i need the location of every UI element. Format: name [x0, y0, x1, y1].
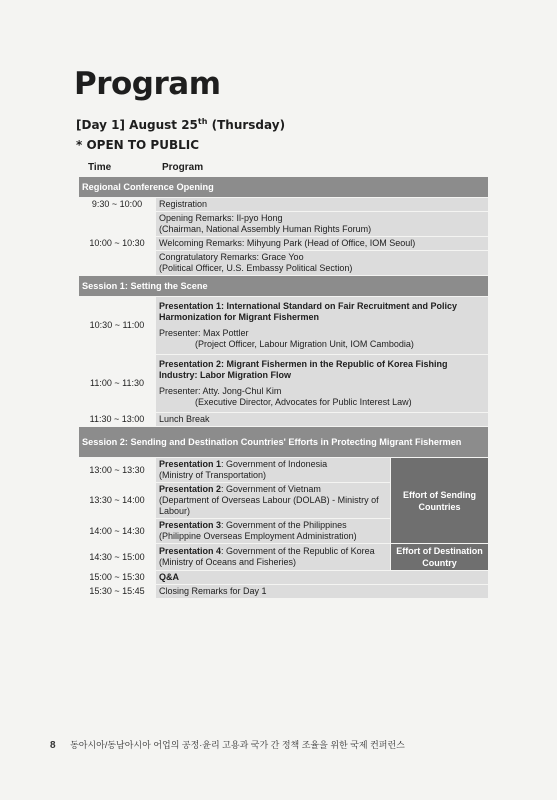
presentation-number: Presentation 1	[159, 459, 222, 469]
presenter: Presenter: Max Pottler	[159, 328, 249, 338]
conference-name: 동아시아/동남아시아 어업의 공정·윤리 고용과 국가 간 정책 조율을 위한 국제 컨퍼런스	[70, 740, 405, 750]
program-cell	[156, 544, 391, 571]
section-header	[79, 427, 489, 458]
program-line: (Ministry of Oceans and Fisheries)	[159, 557, 297, 567]
program-line: Congratulatory Remarks: Grace Yoo	[159, 252, 304, 262]
page-title: Program	[74, 66, 221, 102]
column-header-time: Time	[88, 162, 112, 173]
time-cell: 11:00 ~ 11:30	[79, 355, 156, 413]
program-cell: Registration	[156, 198, 489, 212]
time-cell: 13:30 ~ 14:00	[79, 483, 156, 519]
time-cell: 14:30 ~ 15:00	[79, 544, 156, 571]
column-header-program: Program	[162, 162, 204, 173]
program-cell	[156, 297, 489, 355]
program-schedule-table	[78, 176, 489, 599]
program-line: (Department of Overseas Labour (DOLAB) - Ministry of Labour)	[159, 495, 379, 516]
open-to-public-notice: * OPEN TO PUBLIC	[76, 138, 200, 152]
section-title: Regional Conference Opening	[79, 177, 489, 198]
schedule-row	[79, 544, 489, 571]
program-line: (Chairman, National Assembly Human Rights Forum)	[159, 224, 372, 234]
schedule-row	[79, 585, 489, 599]
page-number: 8	[50, 740, 56, 751]
program-line	[159, 484, 387, 495]
day-heading-weekday: (Thursday)	[207, 118, 286, 132]
program-cell: Lunch Break	[156, 413, 489, 427]
presenter: Presenter: Atty. Jong-Chul Kim	[159, 386, 282, 396]
program-line: (Political Officer, U.S. Embassy Political Section)	[159, 263, 353, 273]
time-cell: 15:00 ~ 15:30	[79, 571, 156, 585]
presentation-number: Presentation 4	[159, 546, 222, 556]
schedule-row	[79, 297, 489, 355]
time-cell: 15:30 ~ 15:45	[79, 585, 156, 599]
program-cell	[156, 355, 489, 413]
program-line	[159, 546, 387, 557]
presentation-number: Presentation 2	[159, 484, 222, 494]
day-heading-date: [Day 1] August 25	[76, 118, 198, 132]
day-heading-sup: th	[197, 117, 208, 126]
program-line: (Ministry of Transportation)	[159, 470, 267, 480]
presenter-affiliation: (Executive Director, Advocates for Public Interest Law)	[195, 397, 412, 407]
effort-of-destination-country: Effort of Destination Country	[391, 544, 489, 571]
time-cell: 10:00 ~ 10:30	[79, 212, 156, 276]
program-cell: Welcoming Remarks: Mihyung Park (Head of Office, IOM Seoul)	[156, 237, 489, 251]
presentation-government: : Government of the Philippines	[221, 520, 347, 530]
presentation-government: : Government of Indonesia	[221, 459, 328, 469]
page-footer	[50, 738, 510, 751]
time-cell: 13:00 ~ 13:30	[79, 458, 156, 483]
schedule-row	[79, 458, 489, 483]
program-cell	[156, 519, 391, 544]
section-header	[79, 276, 489, 297]
section-title: Session 1: Setting the Scene	[79, 276, 489, 297]
schedule-row	[79, 413, 489, 427]
presentation-government: : Government of the Republic of Korea	[221, 546, 375, 556]
time-cell: 9:30 ~ 10:00	[79, 198, 156, 212]
program-line: (Philippine Overseas Employment Administration)	[159, 531, 357, 541]
schedule-row	[79, 198, 489, 212]
program-cell	[156, 212, 489, 237]
program-cell	[156, 458, 391, 483]
section-header	[79, 177, 489, 198]
presentation-government: : Government of Vietnam	[221, 484, 321, 494]
program-line	[159, 520, 387, 531]
presentation-number: Presentation 3	[159, 520, 222, 530]
presentation-title: Presentation 1: International Standard on Fair Recruitment and Policy Harmonization for Migrant Fishermen	[159, 301, 458, 322]
time-cell: 14:00 ~ 14:30	[79, 519, 156, 544]
section-title: Session 2: Sending and Destination Countries' Efforts in Protecting Migrant Fishermen	[79, 427, 489, 458]
program-line	[159, 459, 387, 470]
time-cell: 11:30 ~ 13:00	[79, 413, 156, 427]
schedule-row	[79, 212, 489, 237]
schedule-row	[79, 571, 489, 585]
program-cell: Q&A	[156, 571, 489, 585]
program-line: Opening Remarks: Il-pyo Hong	[159, 213, 283, 223]
presenter-affiliation: (Project Officer, Labour Migration Unit, IOM Cambodia)	[195, 339, 414, 349]
program-cell	[156, 483, 391, 519]
program-cell	[156, 251, 489, 276]
day-heading	[76, 117, 285, 132]
program-cell: Closing Remarks for Day 1	[156, 585, 489, 599]
effort-of-sending-countries: Effort of Sending Countries	[391, 458, 489, 544]
schedule-row	[79, 355, 489, 413]
time-cell: 10:30 ~ 11:00	[79, 297, 156, 355]
presentation-title: Presentation 2: Migrant Fishermen in the Republic of Korea Fishing Industry: Labor Migration Flow	[159, 359, 448, 380]
